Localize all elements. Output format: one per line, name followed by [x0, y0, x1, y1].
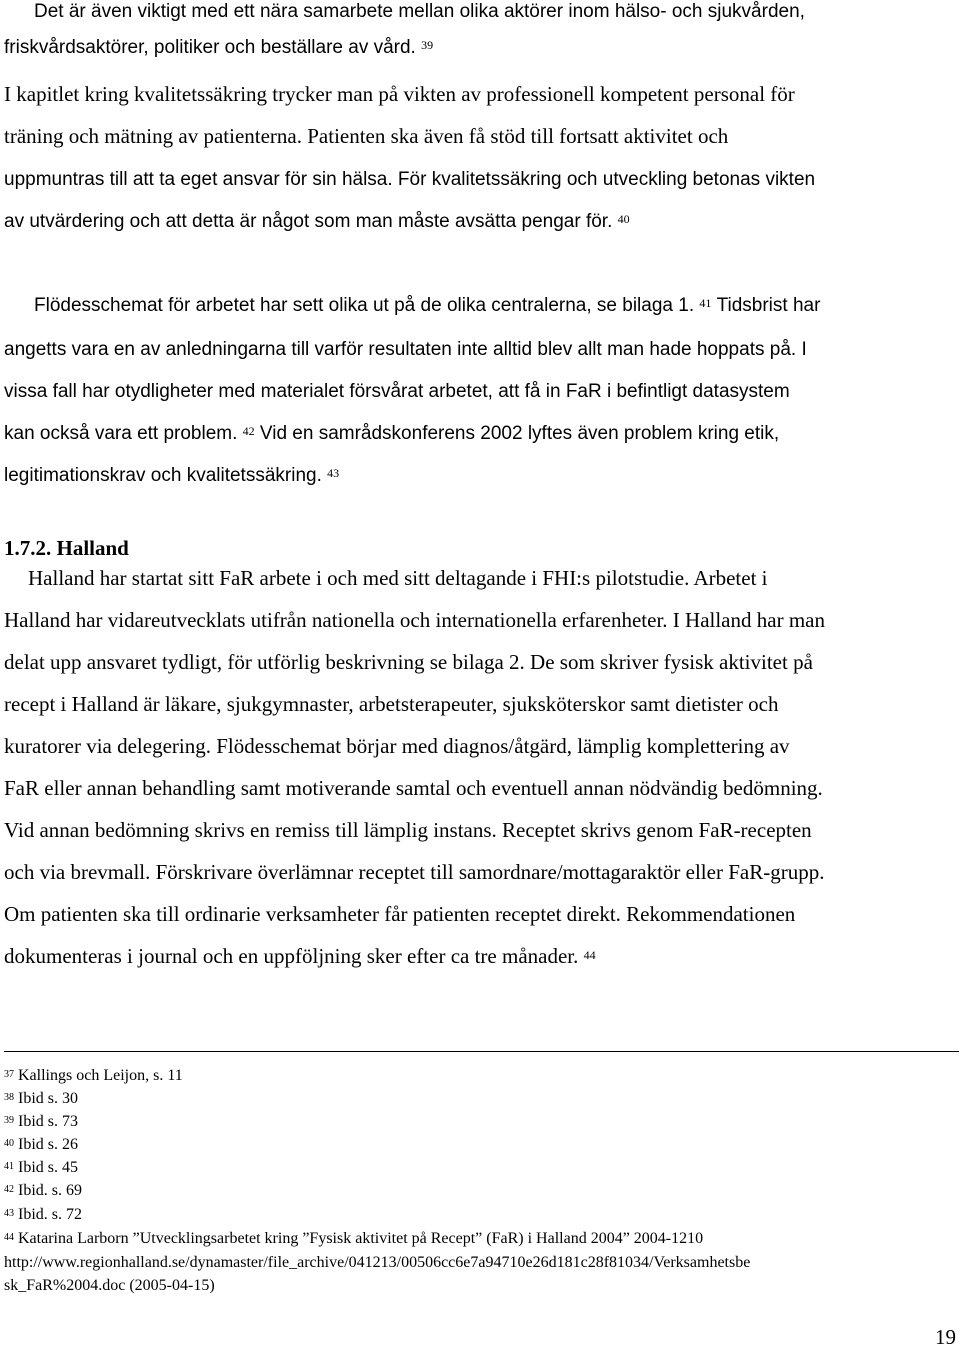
para2-line-4: [4, 420, 779, 446]
footnote-44-url-line-1: [4, 1254, 750, 1272]
footnote-number: 44: [4, 1232, 14, 1243]
para3-line-3: [4, 650, 813, 674]
footnote-url-continuation: sk_FaR%2004.doc (2005-04-15): [4, 1277, 215, 1294]
footnote-41: [4, 1159, 78, 1177]
para2-line-5-text: legitimationskrav och kvalitetssäkring.: [4, 465, 322, 486]
footnote-separator: [4, 1051, 959, 1052]
para3-line-2: [4, 608, 825, 632]
para3-line-5-text: kuratorer via delegering. Flödesschemat börjar med diagnos/åtgärd, lämplig komplettering av: [4, 734, 790, 758]
para1-line-5: [4, 166, 815, 192]
para2-line-2: [4, 336, 807, 362]
para3-line-2-text: Halland har vidareutvecklats utifrån nationella och internationella erfarenheter. I Halland har man: [4, 608, 825, 632]
footnote-url: http://www.regionhalland.se/dynamaster/file_archive/041213/00506cc6e7a94710e26d181c28f81034/Verksamhetsbe: [4, 1254, 751, 1271]
para1-line-6: [4, 208, 630, 234]
section-heading: 1.7.2. Halland: [4, 536, 129, 560]
footnote-38: [4, 1090, 78, 1108]
para3-line-4: [4, 692, 778, 716]
footnote-44: [4, 1230, 703, 1248]
para2-line-1b-text: Tidsbrist har: [716, 295, 821, 316]
para1-line-2: [4, 34, 433, 60]
para3-line-10-text: dokumenteras i journal och en uppföljning sker efter ca tre månader.: [4, 944, 579, 968]
footnote-number: 42: [4, 1184, 14, 1195]
para3-line-7: [4, 818, 812, 842]
para1-line-3: [4, 82, 795, 106]
footnote-text: Ibid. s. 72: [18, 1206, 82, 1223]
para1-line-5-text: uppmuntras till att ta eget ansvar för sin hälsa. För kvalitetssäkring och utveckling betonas vikten: [4, 169, 816, 190]
footnote-ref-39: 39: [421, 38, 434, 52]
footnote-text: Ibid s. 45: [18, 1159, 78, 1176]
para3-line-9-text: Om patienten ska till ordinarie verksamheter får patienten receptet direkt. Rekommendationen: [4, 902, 796, 926]
para3-line-8-text: och via brevmall. Förskrivare överlämnar receptet till samordnare/mottagaraktör eller FaR-grupp.: [4, 860, 825, 884]
footnote-number: 37: [4, 1069, 14, 1080]
para2-line-3-text: vissa fall har otydligheter med materialet försvårat arbetet, att få in FaR i befintligt datasystem: [4, 381, 790, 402]
footnote-number: 41: [4, 1161, 14, 1172]
para3-line-1-text: Halland har startat sitt FaR arbete i och med sitt deltagande i FHI:s pilotstudie. Arbetet i: [28, 566, 768, 590]
footnote-ref-40: 40: [617, 212, 630, 226]
para1-line-4: [4, 124, 728, 148]
para3-line-10: [4, 944, 596, 968]
footnote-ref-42: 42: [242, 424, 255, 438]
footnote-text: Ibid s. 73: [18, 1113, 78, 1130]
footnote-ref-43: 43: [327, 466, 340, 480]
footnote-text: Katarina Larborn ”Utvecklingsarbetet kring ”Fysisk aktivitet på Recept” (FaR) i Halland 2004” 2004-1210: [18, 1230, 704, 1247]
para1-line-6-text: av utvärdering och att detta är något som man måste avsätta pengar för.: [4, 211, 613, 232]
para1-line-1-text: Det är även viktigt med ett nära samarbete mellan olika aktörer inom hälso- och sjukvården,: [34, 1, 805, 22]
footnote-number: 43: [4, 1208, 14, 1219]
para3-line-6-text: FaR eller annan behandling samt motiverande samtal och eventuell annan nödvändig bedömning.: [4, 776, 823, 800]
footnote-text: Ibid s. 26: [18, 1136, 78, 1153]
para2-line-4a-text: kan också vara ett problem.: [4, 423, 238, 444]
footnote-text: Kallings och Leijon, s. 11: [18, 1067, 183, 1084]
footnote-37: [4, 1067, 183, 1085]
footnote-43: [4, 1206, 82, 1224]
para3-line-1: [28, 566, 768, 590]
footnote-ref-44: 44: [583, 948, 596, 962]
para2-line-1a-text: Flödesschemat för arbetet har sett olika ut på de olika centralerna, se bilaga 1.: [34, 295, 695, 316]
footnote-44-url-line-2: [4, 1277, 215, 1295]
para1-line-2-text: friskvårdsaktörer, politiker och beställare av vård.: [4, 37, 416, 58]
para3-line-4-text: recept i Halland är läkare, sjukgymnaster, arbetsterapeuter, sjuksköterskor samt dietister och: [4, 692, 779, 716]
para1-line-4-text: träning och mätning av patienterna. Patienten ska även få stöd till fortsatt aktivitet och: [4, 124, 729, 148]
para3-line-9: [4, 902, 795, 926]
para2-line-1: [34, 292, 820, 318]
para1-line-1: [34, 0, 805, 24]
para3-line-3-text: delat upp ansvaret tydligt, för utförlig beskrivning se bilaga 2. De som skriver fysisk aktivitet på: [4, 650, 813, 674]
para2-line-3: [4, 378, 790, 404]
para1-line-3-text: I kapitlet kring kvalitetssäkring trycker man på vikten av professionell kompetent personal för: [4, 82, 795, 106]
footnote-ref-41: 41: [699, 296, 712, 310]
para2-line-2-text: angetts vara en av anledningarna till varför resultaten inte alltid blev allt man hade hoppats på. I: [4, 339, 807, 360]
footnote-number: 40: [4, 1138, 14, 1149]
footnote-number: 38: [4, 1092, 14, 1103]
footnote-text: Ibid s. 30: [18, 1090, 78, 1107]
para3-line-7-text: Vid annan bedömning skrivs en remiss till lämplig instans. Receptet skrivs genom FaR-recepten: [4, 818, 812, 842]
footnote-number: 39: [4, 1115, 14, 1126]
para3-line-6: [4, 776, 823, 800]
footnote-39: [4, 1113, 78, 1131]
footnote-42: [4, 1182, 82, 1200]
para3-line-5: [4, 734, 790, 758]
page-number: 19: [935, 1325, 956, 1349]
footnote-40: [4, 1136, 78, 1154]
para2-line-5: [4, 462, 339, 488]
para3-line-8: [4, 860, 824, 884]
para2-line-4b-text: Vid en samrådskonferens 2002 lyftes även problem kring etik,: [259, 423, 780, 444]
footnote-text: Ibid. s. 69: [18, 1182, 82, 1199]
